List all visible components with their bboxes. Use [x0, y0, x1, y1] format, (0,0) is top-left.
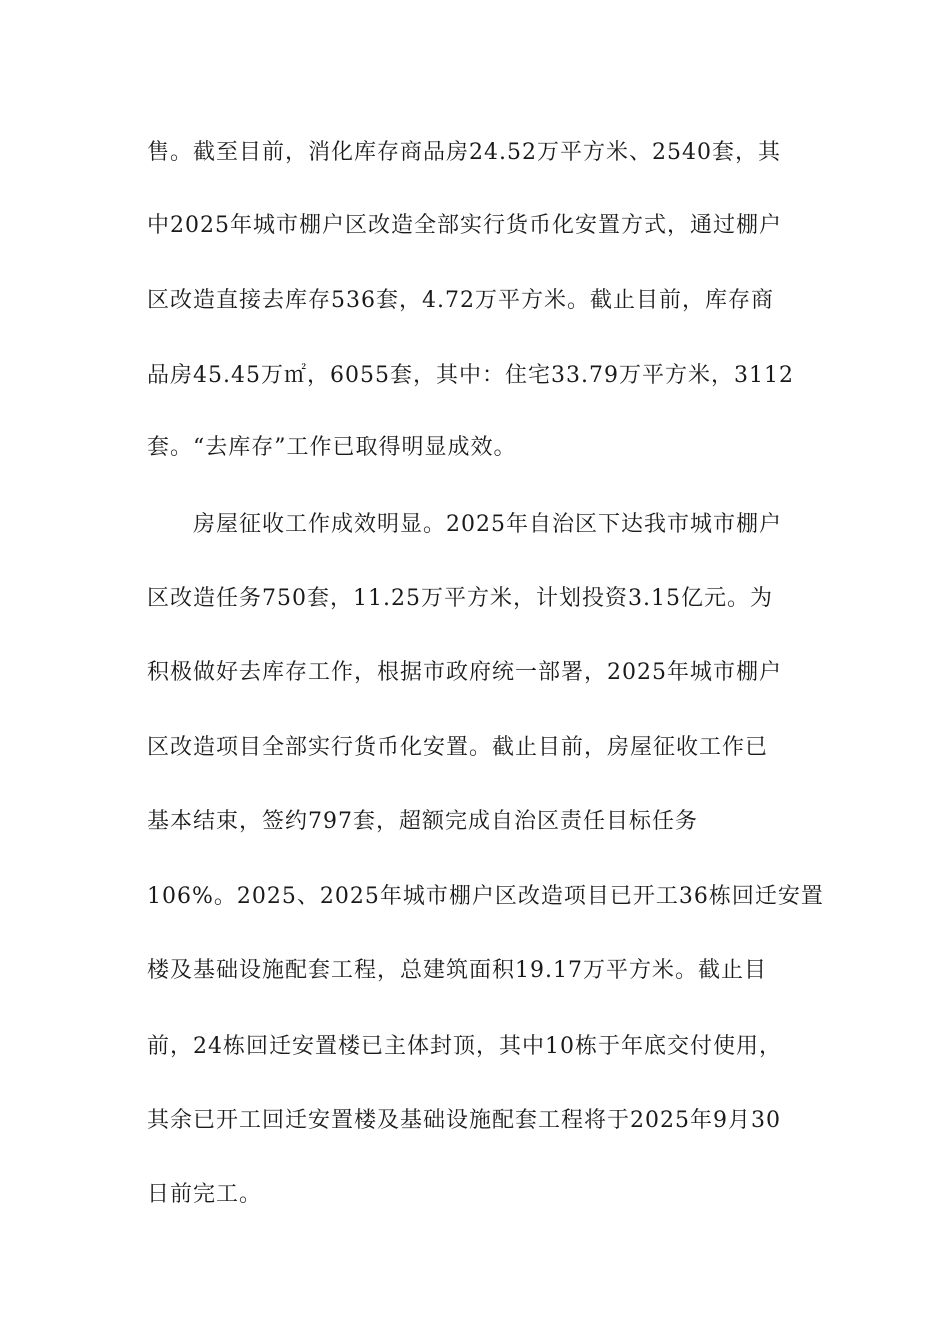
- paragraph-1-line-4: 品房45.45万㎡，6055套，其中：住宅33.79万平方米，3112: [147, 363, 794, 388]
- paragraph-2-line-3: 积极做好去库存工作，根据市政府统一部署，2025年城市棚户: [147, 660, 782, 685]
- paragraph-1-line-1: 售。截至目前，消化库存商品房24.52万平方米、2540套，其: [147, 140, 781, 165]
- paragraph-2-line-9: 其余已开工回迁安置楼及基础设施配套工程将于2025年9月30: [147, 1108, 781, 1133]
- paragraph-2-line-10: 日前完工。: [147, 1182, 263, 1207]
- paragraph-2-line-8: 前，24栋回迁安置楼已主体封顶，其中10栋于年底交付使用，: [147, 1034, 782, 1059]
- paragraph-1-line-5: 套。“去库存”工作已取得明显成效。: [147, 435, 517, 460]
- paragraph-2-line-1: 房屋征收工作成效明显。2025年自治区下达我市城市棚户: [193, 512, 782, 537]
- paragraph-2-line-4: 区改造项目全部实行货币化安置。截止目前，房屋征收工作已: [147, 735, 769, 760]
- paragraph-1-line-2: 中2025年城市棚户区改造全部实行货币化安置方式，通过棚户: [147, 213, 782, 238]
- paragraph-2-line-6: 106%。2025、2025年城市棚户区改造项目已开工36栋回迁安置: [147, 884, 824, 909]
- paragraph-2-line-2: 区改造任务750套，11.25万平方米，计划投资3.15亿元。为: [147, 586, 773, 611]
- paragraph-2-line-7: 楼及基础设施配套工程，总建筑面积19.17万平方米。截止目: [147, 958, 767, 983]
- paragraph-2-line-5: 基本结束，签约797套，超额完成自治区责任目标任务: [147, 809, 698, 834]
- paragraph-1-line-3: 区改造直接去库存536套，4.72万平方米。截止目前，库存商: [147, 288, 774, 313]
